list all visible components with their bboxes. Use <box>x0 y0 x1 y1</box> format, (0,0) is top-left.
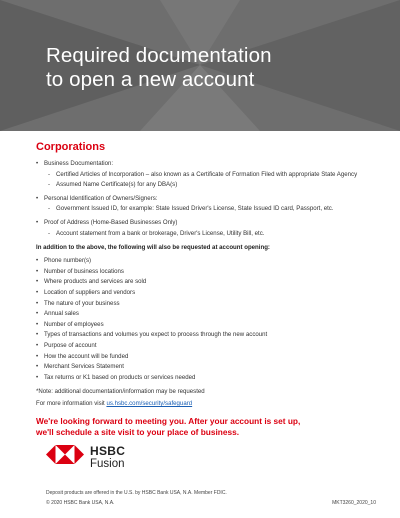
list-item: • Number of business locations <box>36 267 376 278</box>
list-item-label: Business Documentation: <box>44 160 114 167</box>
hsbc-hexagon-icon <box>46 445 84 464</box>
footer-copyright: © 2020 HSBC Bank USA, N.A. <box>46 499 115 506</box>
list-item: • Purpose of account <box>36 341 376 352</box>
logo-brand: HSBC <box>90 444 126 458</box>
header-banner <box>0 0 400 131</box>
list-item: • Annual sales <box>36 309 376 320</box>
logo-product: Fusion <box>90 458 125 470</box>
logo-wordmark <box>90 445 125 471</box>
list-item: • How the account will be funded <box>36 352 376 363</box>
page-title-line-2: to open a new account <box>46 68 255 91</box>
sub-list <box>44 170 376 191</box>
note-text: *Note: additional documentation/information may be requested <box>36 388 205 396</box>
page-title-line-1: Required documentation <box>46 44 272 67</box>
page-title <box>46 44 366 92</box>
list-item: • Location of suppliers and vendors <box>36 288 376 299</box>
more-info <box>36 400 376 407</box>
list-item: • Tax returns or K1 based on products or services needed <box>36 373 376 384</box>
additional-heading: In addition to the above, the following will also be requested at account opening: <box>36 244 270 252</box>
section-title: Corporations <box>36 141 106 153</box>
list-item: • Types of transactions and volumes you expect to process through the new account <box>36 330 376 341</box>
sub-list-item: - Government Issued ID, for example: State Issued Driver's License, State Issued ID card, Passport, etc. <box>48 204 376 215</box>
more-info-prefix: For more information visit <box>36 400 107 408</box>
footer-disclaimer: Deposit products are offered in the U.S. by HSBC Bank USA, N.A. Member FDIC. <box>46 490 227 496</box>
list-item <box>36 159 376 191</box>
sub-list-item: - Assumed Name Certificate(s) for any DBA(s) <box>48 180 376 191</box>
hsbc-fusion-logo <box>46 445 156 475</box>
list-item: • The nature of your business <box>36 299 376 310</box>
list-item <box>36 218 376 239</box>
list-item: • Where products and services are sold <box>36 277 376 288</box>
sub-list <box>44 204 376 215</box>
list-item: • Phone number(s) <box>36 256 376 267</box>
documents-list <box>36 159 376 239</box>
closing-line-2: we'll schedule a site visit to your place of business. <box>36 427 240 438</box>
sub-list-item: - Account statement from a bank or brokerage, Driver's License, Utility Bill, etc. <box>48 229 376 240</box>
safeguard-link[interactable]: us.hsbc.com/security/safeguard <box>106 400 193 408</box>
closing-line-1: We're looking forward to meeting you. After your account is set up, <box>36 416 301 427</box>
additional-list <box>36 256 376 383</box>
list-item-label: Proof of Address (Home-Based Businesses Only) <box>44 218 178 226</box>
list-item <box>36 194 376 215</box>
sub-list <box>44 229 376 240</box>
sub-list-item: - Certified Articles of Incorporation – also known as a Certificate of Formation Filed with appropriate State Agency <box>48 170 376 181</box>
main-content <box>36 141 376 438</box>
list-item: • Number of employees <box>36 320 376 331</box>
footer <box>46 489 376 508</box>
footer-code: MKT3260_2020_10 <box>332 499 376 506</box>
list-item: • Merchant Services Statement <box>36 362 376 373</box>
list-item-label: Personal Identification of Owners/Signers: <box>44 194 158 202</box>
closing-message <box>36 416 376 438</box>
